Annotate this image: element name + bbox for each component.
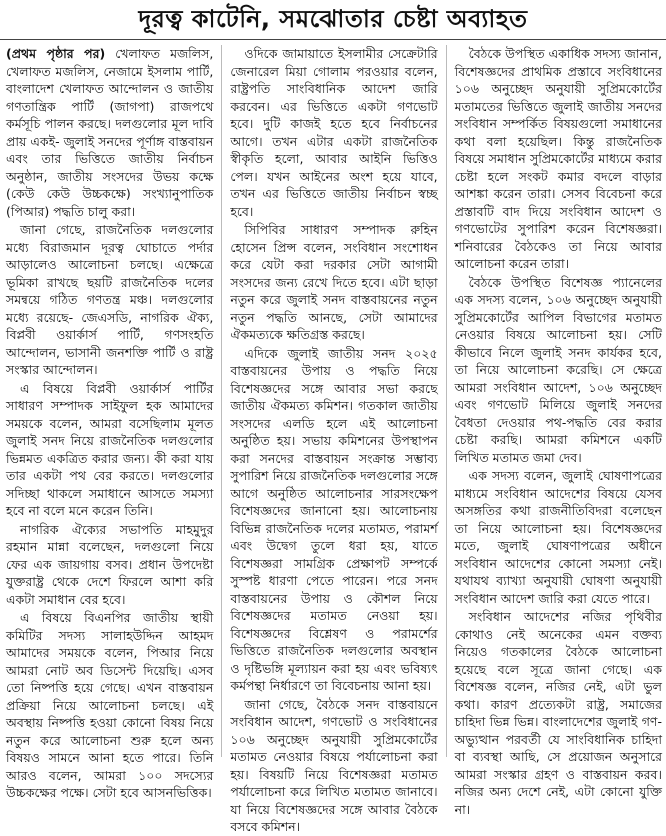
- continuation-marker: (প্রথম পৃষ্ঠার পর): [6, 46, 106, 61]
- column-divider: [221, 45, 222, 757]
- paragraph: নাগরিক ঐক্যের সভাপতি মাহমুদুর রহমান মান্না বলেছেন, দলগুলো নিয়ে ফের এক জায়গায় বসব। প্রধান উপদেষ্টা যুক্তরাষ্ট্র থেকে দেশে ফিরলে আশা করি একটা সমাধান বের হবে।: [6, 521, 214, 607]
- paragraph: এক সদস্য বলেন, জুলাই ঘোষণাপত্রের মাধ্যমে সংবিধান আদেশের বিষয়ে যেসব অসঙ্গতির কথা রাজনীতিবিদরা বলেছেন তা নিয়ে আলোচনা হয়। বিশেষজ্ঞদের মতে, জুলাই ঘোষণাপত্রের অধীনে সংবিধান আদেশের কোনো সমস্যা নেই। যথাযথ ব্যাখ্যা অনুযায়ী ঘোষণা অনুযায়ী সংবিধান আদেশ জারি করা যেতে পারে।: [454, 468, 662, 606]
- column-1: [6, 45, 214, 800]
- paragraph: সংবিধান আদেশের নজির পৃথিবীর কোথাও নেই অনেকের এমন বক্তব্য নিয়েও গতকালের বৈঠকে আলোচনা হয়েছে বলে সূত্রে জানা গেছে। এক বিশেষজ্ঞ বলেন, নজির নেই, এটা ভুল কথা। কারণ প্রত্যেকটা রাষ্ট্র, সমাজের চাহিদা ভিন্ন ভিন্ন। বাংলাদেশের জুলাই গণ-অভ্যুত্থান পরবর্তী যে সাংবিধানিক চাহিদা বা ব্যবস্থা আছি, সে প্রয়োজন অনুসারে আমরা সংস্কার গ্রহণ ও বাস্তবায়ন করব। নজির অন্য দেশে নেই, এটা কোনো যুক্তি না।: [454, 609, 662, 817]
- headline-rule: [0, 39, 666, 40]
- paragraph: এ বিষয়ে বিপ্লবী ওয়ার্কার্স পার্টির সাধারণ সম্পাদক সাইফুল হক আমাদের সময়কে বলেন, আমরা বসেছিলাম মূলত জুলাই সনদ নিয়ে রাজনৈতিক দলগুলোর ভিন্নমত একত্রিত করার জন্য। কী করা যায় তার একটা পথ বের করতে। দলগুলোর সদিচ্ছা থাকলে সমাধানে আসতে সমস্যা হবে না বলে মনে করেন তিনি।: [6, 380, 214, 518]
- paragraph: বৈঠকে উপস্থিত একাধিক সদস্য জানান, বিশেষজ্ঞদের প্রাথমিক প্রস্তাবে সংবিধানের ১০৬ অনুচ্ছেদ অনুযায়ী সুপ্রিমকোর্টের মতামতের ভিত্তিতে জুলাই জাতীয় সনদের সংবিধান সম্পর্কিত বিষয়গুলো সমাধানের কথা বলা হয়েছিল। কিন্তু রাজনৈতিক বিষয়ে সমাধান সুপ্রিমকোর্টের মাধ্যমে করার চেষ্টা হলে সংকট কমার বদলে বাড়ার আশঙ্কা করেন তারা। সেসব বিবেচনা করে প্রস্তাবটি বাদ দিয়ে সংবিধান আদেশ ও গণভোটের সুপারিশ করেন বিশেষজ্ঞরা। শনিবারের বৈঠকেও তা নিয়ে আবার আলোচনা করেন তারা।: [454, 46, 662, 271]
- paragraph: জানা গেছে, রাজনৈতিক দলগুলোর মধ্যে বিরাজমান দূরত্ব ঘোচাতে পর্দার আড়ালেও আলোচনা চলছে। এক্ষেত্রে ভূমিকা রাখছে ছয়টি রাজনৈতিক দলের সমন্বয়ে গঠিত গণতন্ত্র মঞ্চ। দলগুলোর মধ্যে রয়েছে- জেএসডি, নাগরিক ঐক্য, বিপ্লবী ওয়ার্কার্স পার্টি, গণসংহতি আন্দোলন, ভাসানী জনশক্তি পার্টি ও রাষ্ট্র সংস্কার আন্দোলন।: [6, 222, 214, 377]
- paragraph: বৈঠকে উপস্থিত বিশেষজ্ঞ প্যানেলের এক সদস্য বলেন, ১০৬ অনুচ্ছেদ অনুযায়ী সুপ্রিমকোর্টের আপিল বিভাগের মতামত নেওয়ার বিষয়ে আলোচনা হয়। সেটি কীভাবে নিলে জুলাই সনদ কার্যকর হবে, তা নিয়ে আলোচনা করেছি। সে ক্ষেত্রে আমরা সংবিধান আদেশ, ১০৬ অনুচ্ছেদ এবং গণভোট মিলিয়ে জুলাই সনদের বৈধতা দেওয়ার পথ-পদ্ধতি বের করার চেষ্টা করছি। আমরা কমিশনে একটি লিখিত মতামত জমা দেব।: [454, 274, 662, 465]
- column-2: [230, 45, 438, 834]
- paragraph: সিপিবির সাধারণ সম্পাদক রুহিন হোসেন প্রিন্স বলেন, সংবিধান সংশোধন করে যেটা করা দরকার সেটা আগামী সংসদের জন্য রেখে দিতে হবে। এটা ছাড়া নতুন করে জুলাই সনদ বাস্তবায়নের নতুন নতুন পদ্ধতি আনছে, সেটা আমাদের ঐকমত্যকে ক্ষতিগ্রস্ত করছে।: [230, 222, 438, 342]
- paragraph-text: খেলাফত মজলিস, খেলাফত মজলিস, নেজামে ইসলাম পার্টি, বাংলাদেশ খেলাফত আন্দোলন ও জাতীয় গণতান্ত্রিক পার্টি (জাগপা) রাজপথে কর্মসূচি পালন করছে। দলগুলোর মূল দাবি প্রায় একই- জুলাই সনদের পূর্ণাঙ্গ বাস্তবায়ন এবং তার ভিত্তিতে জাতীয় নির্বাচন অনুষ্ঠান, জাতীয় সংসদের উভয় কক্ষে (কেউ কেউ উচ্চকক্ষে) সংখ্যানুপাতিক (পিআর) পদ্ধতি চালু করা।: [6, 46, 214, 219]
- paragraph: ওদিকে জামায়াতে ইসলামীর সেক্রেটারি জেনারেল মিয়া গোলাম পরওয়ার বলেন, রাষ্ট্রপতি সাংবিধানিক আদেশ জারি করবেন। এর ভিত্তিতে একটা গণভোট হবে। দুটি কাজই হতে হবে নির্বাচনের আগে। তখন এটার একটা রাজনৈতিক স্বীকৃতি হলো, আবার আইনি ভিত্তিও পেল। যখন আইনের অংশ হয়ে যাবে, তখন এর ভিত্তিতে জাতীয় নির্বাচন স্বচ্ছ হবে।: [230, 46, 438, 219]
- paragraph: জানা গেছে, বৈঠকে সনদ বাস্তবায়নে সংবিধান আদেশ, গণভোট ও সংবিধানের ১০৬ অনুচ্ছেদ অনুযায়ী সুপ্রিমকোর্টের মতামত নেওয়ার বিষয়ে পর্যালোচনা করা হয়। বিষয়টি নিয়ে বিশেষজ্ঞরা মতামত পর্যালোচনা করে লিখিত মতামত জানাবে। যা নিয়ে বিশেষজ্ঞদের সঙ্গে আবার বৈঠকে বসবে কমিশন।: [230, 696, 438, 834]
- paragraph: এদিকে জুলাই জাতীয় সনদ ২০২৫ বাস্তবায়নের উপায় ও পদ্ধতি নিয়ে বিশেষজ্ঞদের সঙ্গে আবার সভা করছে জাতীয় ঐকমত্য কমিশন। গতকাল জাতীয় সংসদের এলডি হলে এই আলোচনা অনুষ্ঠিত হয়। সভায় কমিশনের উপস্থাপন করা সনদের বাস্তবায়ন সংক্রান্ত সম্ভাব্য সুপারিশ নিয়ে রাজনৈতিক দলগুলোর সঙ্গে আগে অনুষ্ঠিত আলোচনার সারসংক্ষেপ বিশেষজ্ঞদের জানানো হয়। আলোচনায় বিভিন্ন রাজনৈতিক দলের মতামত, পরামর্শ এবং উদ্বেগ তুলে ধরা হয়, যাতে বিশেষজ্ঞরা সামগ্রিক প্রেক্ষাপট সম্পর্কে সুস্পষ্ট ধারণা পেতে পারেন। পরে সনদ বাস্তবায়নের উপায় ও কৌশল নিয়ে বিশেষজ্ঞদের মতামত নেওয়া হয়। বিশেষজ্ঞদের বিশ্লেষণ ও পরামর্শের ভিত্তিতে রাজনৈতিক দলগুলোর অবস্থান ও দৃষ্টিভঙ্গি মূল্যায়ন করা হয় এবং ভবিষ্যৎ কর্মপন্থা নির্ধারণে তা বিবেচনায় আনা হয়।: [230, 345, 438, 693]
- article-headline: দূরত্ব কাটেনি, সমঝোতার চেষ্টা অব্যাহত: [138, 5, 528, 33]
- column-divider: [446, 45, 447, 757]
- article-body: [6, 45, 662, 834]
- paragraph: এ বিষয়ে বিএনপির জাতীয় স্থায়ী কমিটির সদস্য সালাহউদ্দিন আহমদ আমাদের সময়কে বলেন, পিআর নিয়ে আমরা নোট অব ডিসেন্ট দিয়েছি। এসব তো নিষ্পত্তি হয়ে গেছে। এখন বাস্তবায়ন প্রক্রিয়া নিয়ে আলোচনা চলছে। এই অবস্থায় নিষ্পত্তি হওয়া কোনো বিষয় নিয়ে নতুন করে আলোচনা শুরু হলে অন্য বিষয়ও সামনে আনা হতে পারে। তিনি আরও বলেন, আমরা ১০০ সদস্যের উচ্চকক্ষের পক্ষে। সেটা হবে আসনভিত্তিক।: [6, 610, 214, 800]
- paragraph: [6, 45, 213, 220]
- column-3: [454, 45, 662, 817]
